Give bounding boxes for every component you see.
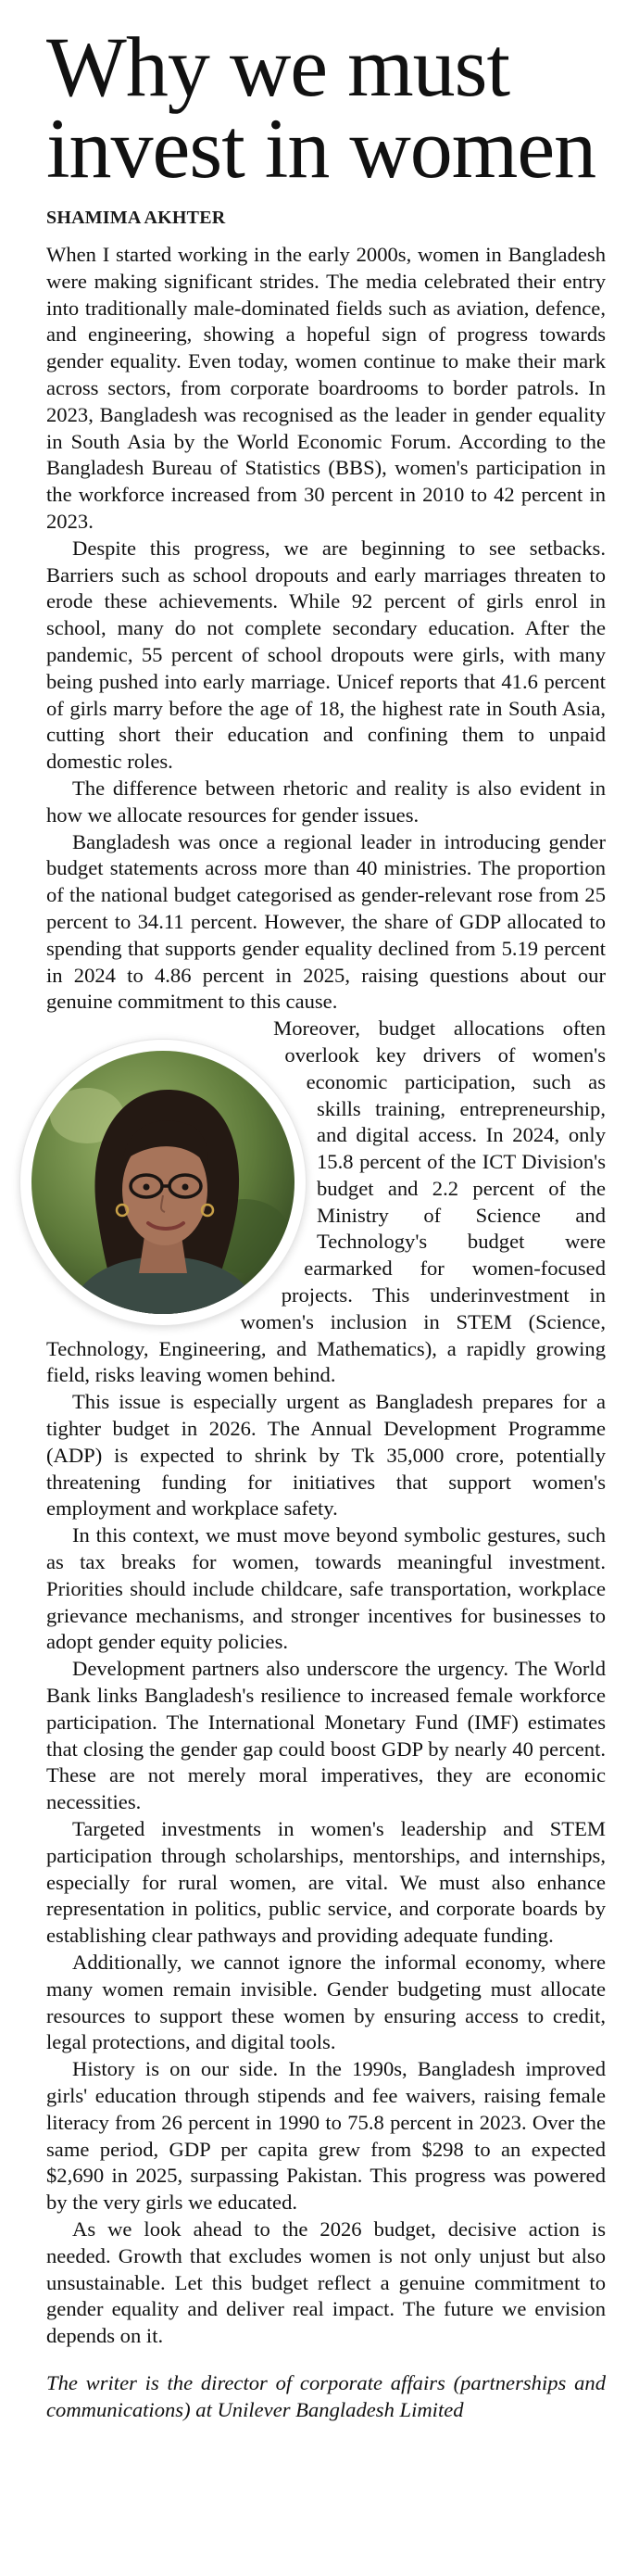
paragraph-9: Targeted investments in women's leadership and STEM participation through scholarships, mentorships, and internships, especially for rural women, are vital. We must also enhance representation in politics, public service, and corporate boards by establishing clear pathways and providing adequate funding. [46, 1817, 606, 1948]
paragraph-4: Bangladesh was once a regional leader in introducing gender budget statements across more than 40 ministries. The proportion of the national budget categorised as gender-relevant rose from 25 percent to 34.11 percent. However, the share of GDP allocated to spending that supports gender equality declined from 5.19 percent in 2024 to 4.86 percent in 2025, raising questions about our genuine commitment to this cause. [46, 829, 606, 1014]
paragraph-10: Additionally, we cannot ignore the informal economy, where many women remain invisible. Gender budgeting must allocate resources to support these women by ensuring access to credit, legal protections, and digital tools. [46, 1951, 606, 2054]
paragraph-12: As we look ahead to the 2026 budget, decisive action is needed. Growth that excludes women is not only unjust but also unsustainable. Let this budget reflect a genuine commitment to gender equality and deliver real impact. The future we envision depends on it. [46, 2216, 606, 2348]
byline: SHAMIMA AKHTER [46, 208, 226, 228]
paragraph-2: Despite this progress, we are beginning to see setbacks. Barriers such as school dropouts and early marriages threaten to erode these achievements. While 92 percent of girls enrol in school, many do not complete secondary education. After the pandemic, 55 percent of school dropouts were girls, with many being pushed into early marriage. Unicef reports that 41.6 percent of girls marry before the age of 18, the highest rate in South Asia, cutting short their education and confining them to unpaid domestic roles. [46, 536, 606, 774]
paragraph-11: History is on our side. In the 1990s, Bangladesh improved girls' education through stipends and fee waivers, raising female literacy from 26 percent in 1990 to 75.8 percent in 2023. Over the same period, GDP per capita grew from $298 to an expected $2,690 in 2025, surpassing Pakistan. This progress was powered by the very girls we educated. [46, 2057, 606, 2215]
paragraph-3: The difference between rhetoric and reality is also evident in how we allocate resources for gender issues. [46, 776, 606, 827]
paragraph-1: When I started working in the early 2000s, women in Bangladesh were making significant strides. The media celebrated their entry into traditionally male-dominated fields such as aviation, defence, and engineering, showing a hopeful sign of progress towards gender equality. Even today, women continue to make their mark across sectors, from corporate boardrooms to border patrols. In 2023, Bangladesh was recognised as the leader in gender equality in South Asia by the World Economic Forum. According to the Bangladesh Bureau of Statistics (BBS), women's participation in the workforce increased from 30 percent in 2010 to 42 percent in 2023. [46, 243, 606, 533]
paragraph-6: This issue is especially urgent as Bangladesh prepares for a tighter budget in 2026. The Annual Development Programme (ADP) is expected to shrink by Tk 35,000 crore, potentially threatening funding for initiatives that support women's employment and workplace safety. [46, 1390, 606, 1521]
headline: Why we must invest in women [46, 19, 596, 196]
paragraph-5: Moreover, budget allocations often overlook key drivers of women's economic participation, such as skills training, entrepreneurship, and digital access. In 2024, only 15.8 percent of the ICT Division's budget and 2.2 percent of the Ministry of Science and Technology's budget were earmarked for women-focused projects. This underinvestment in women's inclusion in STEM (Science, Technology, Engineering, and Mathematics), a rapidly growing field, risks leaving women behind. [46, 1017, 606, 1387]
article-body [46, 242, 606, 2350]
author-photo [20, 1040, 306, 1325]
author-portrait-icon [31, 1051, 294, 1314]
paragraph-7: In this context, we must move beyond symbolic gestures, such as tax breaks for women, towards meaningful investment. Priorities should include childcare, safe transportation, workplace grievance mechanisms, and stronger incentives for businesses to adopt gender equity policies. [46, 1523, 606, 1654]
author-note: The writer is the director of corporate affairs (partnerships and communications) at Unilever Bangladesh Limited [46, 2370, 606, 2421]
paragraph-8: Development partners also underscore the urgency. The World Bank links Bangladesh's resilience to increased female workforce participation. The International Monetary Fund (IMF) estimates that closing the gender gap could boost GDP by nearly 40 percent. These are not merely moral imperatives, they are economic necessities. [46, 1657, 606, 1814]
